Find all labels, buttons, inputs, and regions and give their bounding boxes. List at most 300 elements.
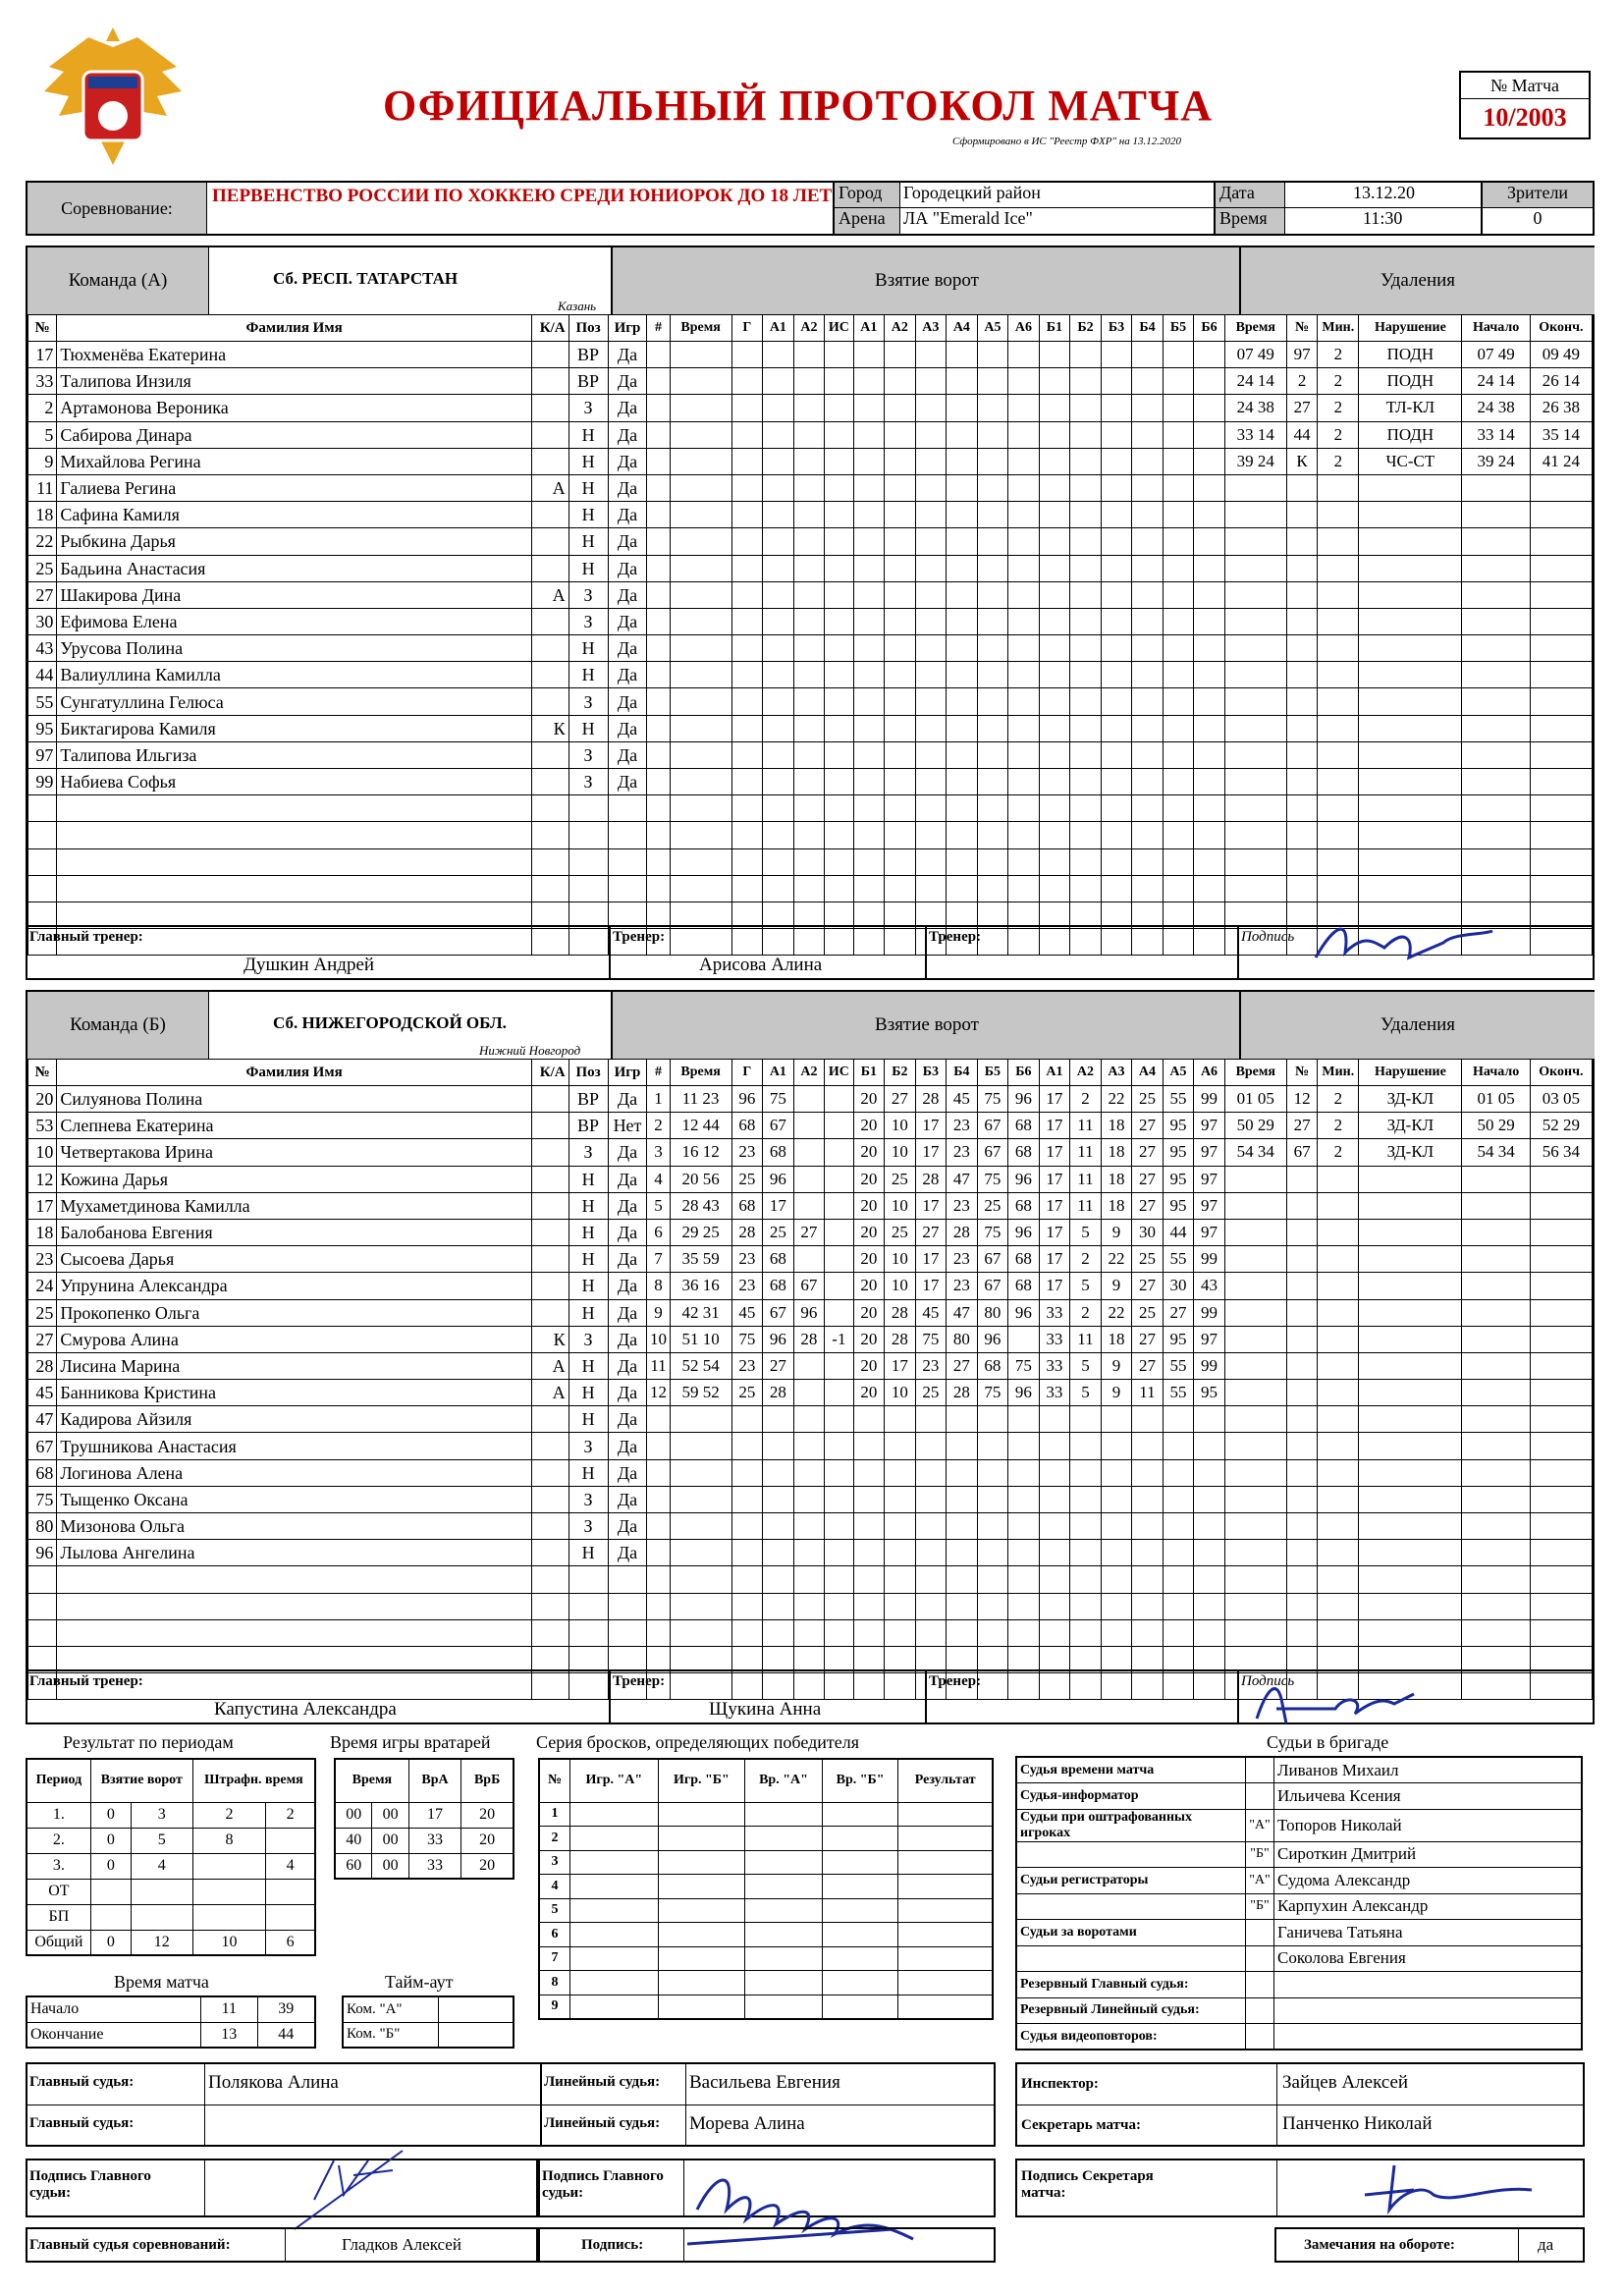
goal-cell [731,581,763,608]
penalty-cell [1359,1192,1462,1219]
penalty-cell [1286,1352,1318,1379]
goal-cell [1008,715,1040,741]
shootout-cell [898,1946,993,1971]
player-play: Да [608,1326,647,1352]
team-b-player-row [28,1566,1593,1593]
goal-cell [647,395,670,421]
team-a-goal-col: Б5 [1163,315,1194,342]
player-number: 22 [28,528,57,555]
player-name: Кожина Дарья [57,1166,531,1192]
goal-cell: 33 [1039,1380,1070,1406]
goal-cell [915,822,947,848]
shootout-cell [570,1923,659,1947]
player-pos: ВР [568,342,608,368]
player-pos: Н [568,1380,608,1406]
player-ka [531,1540,568,1566]
goal-cell: 9 [1101,1380,1132,1406]
goal-cell [915,1486,947,1512]
goal-cell [763,1433,794,1459]
player-pos: Н [568,555,608,581]
shootout-cell [658,1850,744,1875]
goal-cell [915,662,947,688]
shootout-cell [658,1898,744,1923]
goal-cell [1039,875,1070,902]
goal-cell: 17 [1039,1192,1070,1219]
goalie-cell: 20 [461,1828,514,1853]
penalty-cell [1462,1433,1530,1459]
goal-cell: 28 [915,1086,947,1113]
goal-cell [670,769,731,795]
penalty-cell [1530,1406,1592,1433]
goal-cell [1008,448,1040,474]
goal-cell [763,368,794,395]
goal-cell [1008,474,1040,501]
player-number [28,848,57,875]
goal-cell [1132,1540,1164,1566]
team-a-goal-col: Б2 [1070,315,1102,342]
goal-cell [977,715,1008,741]
period-row [27,1802,315,1828]
brigade-row [1016,1997,1582,2024]
goal-cell [1101,1433,1132,1459]
player-name [57,1619,531,1646]
goal-cell [763,741,794,768]
sig-main-label-2: Подпись Главного судьи: [542,2168,664,2201]
brigade-side [1246,1945,1274,1972]
goal-cell [1194,875,1225,902]
goal-cell [1008,1593,1040,1619]
goal-cell: 67 [977,1273,1008,1299]
goal-cell [977,502,1008,528]
penalty-cell [1286,1299,1318,1326]
goal-cell [947,1406,978,1433]
goal-cell [1101,555,1132,581]
goal-cell [853,715,885,741]
team-a-coach1: Арисова Алина [699,955,823,975]
goal-cell [977,448,1008,474]
goal-cell [853,1459,885,1486]
goal-cell [1008,581,1040,608]
player-play: Да [608,741,647,768]
goal-cell [1194,1406,1225,1433]
goal-cell [1163,608,1194,634]
goal-cell [1070,1540,1102,1566]
penalty-cell: 35 14 [1530,421,1592,448]
player-play: Да [608,448,647,474]
player-name: Слепнева Екатерина [57,1113,531,1139]
brigade-name: Ильичева Ксения [1274,1783,1583,1810]
goal-cell [885,662,916,688]
goal-cell [1101,1486,1132,1512]
line-ref-1: Васильева Евгения [689,2072,840,2093]
penalty-cell [1359,581,1462,608]
penalty-cell [1318,581,1359,608]
goal-cell [1132,342,1164,368]
goal-cell [1163,1513,1194,1540]
remarks-box [1274,2227,1585,2263]
player-play: Да [608,1540,647,1566]
secretary-label: Секретарь матча: [1021,2117,1141,2133]
brigade-title: Судьи в бригаде [1267,1732,1389,1752]
goal-cell [853,688,885,715]
player-number: 25 [28,1299,57,1326]
penalty-cell: 03 05 [1530,1086,1592,1113]
team-b-signature-label: Подпись [1241,1673,1295,1689]
penalty-cell [1530,635,1592,662]
penalty-cell [1318,1459,1359,1486]
goal-cell [1101,421,1132,448]
brigade-row [1016,1893,1582,1920]
goal-cell [1070,555,1102,581]
goal-cell [763,1486,794,1512]
goal-cell [1132,528,1164,555]
goal-cell [947,581,978,608]
goal-cell [1039,581,1070,608]
periods-title: Результат по периодам [63,1732,234,1752]
brigade-name: Сироткин Дмитрий [1274,1841,1583,1868]
goal-cell: 75 [1008,1352,1040,1379]
period-pen-b [266,1879,315,1904]
penalty-cell: 67 [1286,1139,1318,1166]
brigade-side [1246,1997,1274,2024]
goal-cell [825,1273,853,1299]
goal-cell [977,1540,1008,1566]
penalty-cell [1318,741,1359,768]
player-pos [568,875,608,902]
goal-cell [731,368,763,395]
goal-cell [647,448,670,474]
goal-cell: 9 [1101,1352,1132,1379]
penalty-cell [1286,1486,1318,1512]
goal-cell [647,555,670,581]
period-goals-col: Взятие ворот [90,1759,192,1802]
goal-cell [1008,741,1040,768]
goal-cell: 5 [1070,1273,1102,1299]
penalty-cell [1462,1166,1530,1192]
penalty-cell: 39 24 [1224,448,1286,474]
goal-cell: 20 [853,1192,885,1219]
goal-cell [793,662,825,688]
player-name: Лылова Ангелина [57,1540,531,1566]
player-number: 28 [28,1352,57,1379]
shootout-cell [745,1971,823,1995]
goal-cell [1070,795,1102,822]
goal-cell: 10 [885,1246,916,1273]
goal-cell [763,875,794,902]
penalty-cell [1224,1619,1286,1646]
player-number: 43 [28,635,57,662]
team-b-col_name: Фамилия Имя [57,1060,531,1086]
goal-cell [1194,555,1225,581]
team-b-player-row [28,1619,1593,1646]
penalty-cell [1530,581,1592,608]
player-pos: З [568,1326,608,1352]
goal-cell: 20 56 [670,1166,731,1192]
goal-cell [947,769,978,795]
period-pen-a [192,1904,265,1930]
team-a-player-row [28,769,1593,795]
player-number: 17 [28,342,57,368]
goal-cell [825,1219,853,1245]
goal-cell [1132,448,1164,474]
team-a-player-row [28,502,1593,528]
penalty-cell [1318,1540,1359,1566]
team-b-player-row [28,1273,1593,1299]
sig-secretary-label: Подпись Секретаря матча: [1021,2168,1154,2201]
penalty-cell: ЗД-КЛ [1359,1113,1462,1139]
goal-cell [885,1593,916,1619]
shootout-cell [822,1971,898,1995]
period-label: 1. [27,1802,90,1828]
goal-cell [825,1513,853,1540]
penalty-cell: 52 29 [1530,1113,1592,1139]
player-pos: З [568,608,608,634]
player-number: 2 [28,395,57,421]
brigade-side [1246,1972,1274,1998]
date-value: 13.12.20 [1353,183,1415,202]
goal-cell [670,1459,731,1486]
goal-cell: 22 [1101,1086,1132,1113]
goal-cell: 95 [1163,1139,1194,1166]
penalty-cell [1462,1619,1530,1646]
period-pen-b: 2 [266,1802,315,1828]
goal-cell [1070,741,1102,768]
goal-cell [1039,822,1070,848]
goal-cell: 95 [1163,1326,1194,1352]
team-b-player-row [28,1406,1593,1433]
player-ka [531,368,568,395]
goal-cell [1070,769,1102,795]
goal-cell: 5 [1070,1380,1102,1406]
goal-cell [1070,822,1102,848]
period-col: Период [27,1759,90,1802]
goal-cell [947,662,978,688]
penalty-cell: ПОДН [1359,368,1462,395]
player-name: Прокопенко Ольга [57,1299,531,1326]
player-number: 10 [28,1139,57,1166]
goal-cell [1194,769,1225,795]
goal-cell: 27 [1132,1352,1164,1379]
goal-cell: 2 [647,1113,670,1139]
goal-cell [1008,395,1040,421]
player-name [57,1566,531,1593]
goal-cell [647,1593,670,1619]
shootout-cell [745,1850,823,1875]
goal-cell [670,848,731,875]
penalty-cell [1462,741,1530,768]
penalty-cell [1286,741,1318,768]
goal-cell [915,1433,947,1459]
goal-cell [1070,1619,1102,1646]
player-ka [531,741,568,768]
team-b-goal-col: А6 [1194,1060,1225,1086]
goal-cell [1039,395,1070,421]
penalty-cell [1224,1459,1286,1486]
period-pen-b [266,1828,315,1853]
shootout-cell [570,1850,659,1875]
goal-cell [1163,395,1194,421]
penalty-cell [1224,555,1286,581]
period-goals-a [90,1879,131,1904]
period-goals-a: 0 [90,1802,131,1828]
player-ka [531,1619,568,1646]
goal-cell [1194,342,1225,368]
goal-cell [853,1593,885,1619]
penalty-cell [1224,1166,1286,1192]
goal-cell [1039,448,1070,474]
player-play: Да [608,1459,647,1486]
goalie-cell: 33 [408,1853,461,1879]
shootout-cell [658,1971,744,1995]
player-play [608,795,647,822]
goal-cell [947,875,978,902]
goal-cell [731,848,763,875]
shootout-cell [570,1898,659,1923]
goal-cell [947,1619,978,1646]
goal-cell [915,1513,947,1540]
player-play: Да [608,395,647,421]
brigade-row [1016,1757,1582,1783]
player-name: Логинова Алена [57,1459,531,1486]
goal-cell [977,1513,1008,1540]
penalty-cell [1462,1486,1530,1512]
penalty-cell [1318,662,1359,688]
player-number: 55 [28,688,57,715]
goal-cell [915,1459,947,1486]
player-ka [531,822,568,848]
goal-cell [1101,688,1132,715]
goal-cell [763,795,794,822]
penalty-cell [1286,688,1318,715]
goal-cell [1039,608,1070,634]
player-play: Да [608,662,647,688]
goal-cell [1039,795,1070,822]
goal-cell: 17 [1039,1246,1070,1273]
team-a-goal-col: А3 [915,315,947,342]
goal-cell: 17 [915,1192,947,1219]
team-a-goal-col: А2 [885,315,916,342]
team-a-pen-col: Время [1224,315,1286,342]
goal-cell [915,715,947,741]
shootout-cell [745,1875,823,1899]
goal-cell: 42 31 [670,1299,731,1326]
goal-cell: 10 [885,1273,916,1299]
goal-cell [670,1406,731,1433]
goal-cell [1194,528,1225,555]
shootout-cell [898,1802,993,1827]
period-pen-a: 2 [192,1802,265,1828]
player-pos: З [568,1433,608,1459]
goal-cell [977,342,1008,368]
goal-cell [1132,395,1164,421]
goal-cell [647,688,670,715]
goal-cell: 17 [915,1139,947,1166]
penalty-cell [1462,1273,1530,1299]
player-pos: З [568,1486,608,1512]
goal-cell [1194,421,1225,448]
goal-cell [793,1619,825,1646]
goal-cell [1194,608,1225,634]
goal-cell: 25 [1132,1299,1164,1326]
goal-cell [825,1086,853,1113]
player-name: Мухаметдинова Камилла [57,1192,531,1219]
goal-cell [853,795,885,822]
goalie-row [335,1853,514,1879]
penalty-cell [1286,848,1318,875]
goal-cell [1008,1326,1040,1352]
team-b-coach1: Щукина Анна [709,1699,822,1720]
goal-cell: 25 [763,1219,794,1245]
shootout-cell [570,1995,659,2019]
penalty-cell [1462,608,1530,634]
goal-cell [825,769,853,795]
goal-cell [1008,688,1040,715]
goal-cell [853,342,885,368]
player-number: 27 [28,581,57,608]
goal-cell: 11 [1070,1139,1102,1166]
goal-cell [885,1433,916,1459]
penalty-cell [1462,795,1530,822]
goal-cell [1070,502,1102,528]
team-b-goal-col: Б6 [1008,1060,1040,1086]
period-pen-a [192,1879,265,1904]
player-name [57,848,531,875]
goal-cell [670,1486,731,1512]
goal-cell [825,421,853,448]
brigade-row [1016,1868,1582,1894]
goal-cell [647,1486,670,1512]
penalty-cell [1224,822,1286,848]
goal-cell [1101,769,1132,795]
goal-cell [885,448,916,474]
player-pos: Н [568,1192,608,1219]
shootout-row [539,1827,993,1851]
penalty-cell [1286,715,1318,741]
goal-cell [731,448,763,474]
chief-name: Гладков Алексей [342,2235,461,2254]
goal-cell: 27 [947,1352,978,1379]
penalty-cell: 2 [1318,395,1359,421]
goal-cell: 9 [647,1299,670,1326]
goalie-a-col: ВрА [408,1759,461,1802]
goal-cell [731,1433,763,1459]
goal-cell [1194,741,1225,768]
goal-cell [825,1593,853,1619]
line-ref-label-1: Линейный судья: [544,2074,661,2090]
goalie-row [335,1802,514,1828]
goal-cell [825,528,853,555]
player-ka [531,1086,568,1113]
penalty-cell: 27 [1286,1113,1318,1139]
goal-cell [1070,1566,1102,1593]
team-a-col_pos: Поз [568,315,608,342]
penalty-cell [1530,1246,1592,1273]
penalty-cell: 27 [1286,395,1318,421]
brigade-row [1016,1783,1582,1810]
goal-cell [1132,1566,1164,1593]
player-play: Да [608,502,647,528]
timeout-b-label: Ком. "Б" [343,2022,439,2048]
team-a-player-row [28,342,1593,368]
penalty-cell [1318,1219,1359,1245]
goal-cell [1101,662,1132,688]
penalty-cell [1286,769,1318,795]
goal-cell [1008,608,1040,634]
player-ka: К [531,1326,568,1352]
brigade-role: Резервный Линейный судья: [1016,1997,1246,2024]
penalty-cell [1530,1192,1592,1219]
player-number: 80 [28,1513,57,1540]
